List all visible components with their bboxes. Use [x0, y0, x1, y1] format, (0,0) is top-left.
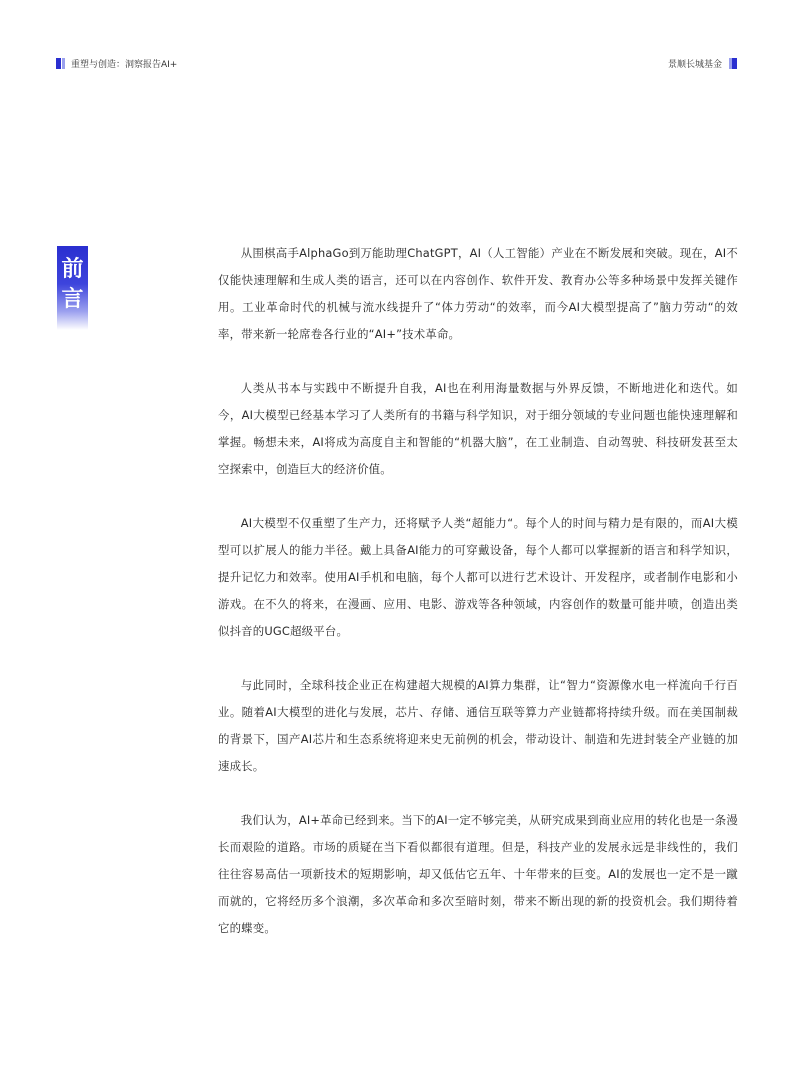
report-title: 重塑与创造：洞察报告AI+ [71, 59, 178, 70]
paragraph-5: 我们认为，AI+革命已经到来。当下的AI一定不够完美，从研究成果到商业应用的转化也是一条漫长而艰险的道路。市场的质疑在当下看似都很有道理。但是，科技产业的发展永远是非线性的，我们往往容易高估一项新技术的短期影响，却又低估它五年、十年带来的巨变。AI的发展也一定不是一蹴而就的，它将经历多个浪潮，多次革命和多次至暗时刻，带来不断出现的新的投资机会。我们期待着它的蝶变。 [218, 813, 738, 935]
paragraph-2: 人类从书本与实践中不断提升自我，AI也在利用海量数据与外界反馈，不断地进化和迭代。如今，AI大模型已经基本学习了人类所有的书籍与科学知识，对于细分领域的专业问题也能快速理解和掌握。畅想未来，AI将成为高度自主和智能的“机器大脑”，在工业制造、自动驾驶、科技研发甚至太空探索中，创造巨大的经济价值。 [218, 381, 738, 476]
preface-char-2: 言 [61, 287, 84, 312]
paragraph-3: AI大模型不仅重塑了生产力，还将赋予人类“超能力“。每个人的时间与精力是有限的，而AI大模型可以扩展人的能力半径。戴上具备AI能力的可穿戴设备，每个人都可以掌握新的语言和科学知识，提升记忆力和效率。使用AI手机和电脑，每个人都可以进行艺术设计、开发程序，或者制作电影和小游戏。在不久的将来，在漫画、应用、电影、游戏等各种领域，内容创作的数量可能井喷，创造出类似抖音的UGC超级平台。 [218, 516, 738, 638]
preface-char-1: 前 [61, 257, 84, 282]
company-name: 景顺长城基金 [667, 59, 722, 70]
header-left-marker [56, 58, 61, 69]
header-right-marker [732, 58, 737, 69]
preface-tag [57, 246, 88, 330]
header-left-marker-light [62, 58, 65, 69]
preface-body [218, 240, 738, 969]
header-left [56, 56, 177, 70]
paragraph-4: 与此同时，全球科技企业正在构建超大规模的AI算力集群，让“智力“资源像水电一样流向千行百业。随着AI大模型的进化与发展，芯片、存储、通信互联等算力产业链都将持续升级。而在美国制裁的背景下，国产AI芯片和生态系统将迎来史无前例的机会，带动设计、制造和先进封装全产业链的加速成长。 [218, 678, 738, 773]
header-right [668, 56, 737, 70]
paragraph-1: 从围棋高手AlphaGo到万能助理ChatGPT，AI（人工智能）产业在不断发展和突破。现在，AI不仅能快速理解和生成人类的语言，还可以在内容创作、软件开发、教育办公等多种场景中发挥关键作用。工业革命时代的机械与流水线提升了“体力劳动“的效率，而今AI大模型提高了”脑力劳动“的效率，带来新一轮席卷各行业的“AI+”技术革命。 [218, 246, 738, 341]
